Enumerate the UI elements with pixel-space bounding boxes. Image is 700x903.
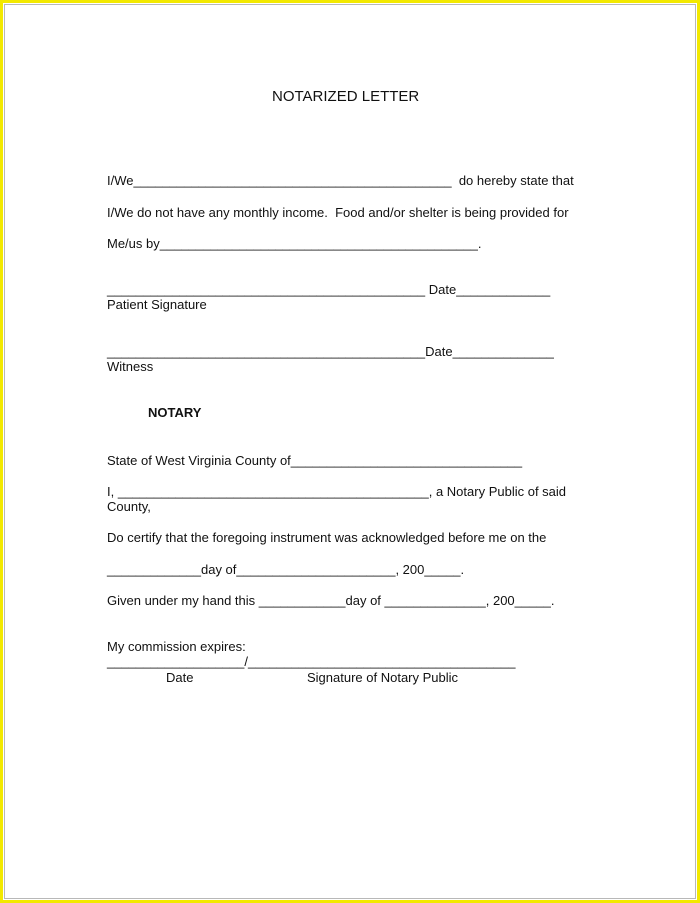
day-of-line: _____________day of______________________, 200_____. xyxy=(107,562,465,577)
witness-signature-line: ____________________________________________Date______________ xyxy=(107,344,554,359)
statement-line-2: I/We do not have any monthly income. Food and/or shelter is being provided for xyxy=(107,205,569,220)
patient-signature-line: ____________________________________________ Date_____________ xyxy=(107,282,551,297)
statement-line-1: I/We____________________________________________ do hereby state that xyxy=(107,173,574,188)
patient-signature-label: Patient Signature xyxy=(107,297,207,312)
notary-signature-label: Signature of Notary Public xyxy=(307,670,459,685)
notary-public-line: I, ___________________________________________, a Notary Public of said xyxy=(107,484,567,499)
given-under-hand-line: Given under my hand this ____________day of ______________, 200_____. xyxy=(107,593,555,608)
witness-label: Witness xyxy=(107,359,154,374)
notary-heading: NOTARY xyxy=(148,405,202,420)
document-title: NOTARIZED LETTER xyxy=(272,88,420,105)
certify-line: Do certify that the foregoing instrument was acknowledged before me on the xyxy=(107,530,547,545)
statement-line-3: Me/us by____________________________________________. xyxy=(107,236,482,251)
date-signature-rule: ___________________/_____________________________________ xyxy=(107,654,516,669)
state-county-line: State of West Virginia County of________________________________ xyxy=(107,453,523,468)
date-label: Date xyxy=(166,670,194,685)
commission-expires-label: My commission expires: xyxy=(107,639,246,654)
county-line: County, xyxy=(107,499,151,514)
